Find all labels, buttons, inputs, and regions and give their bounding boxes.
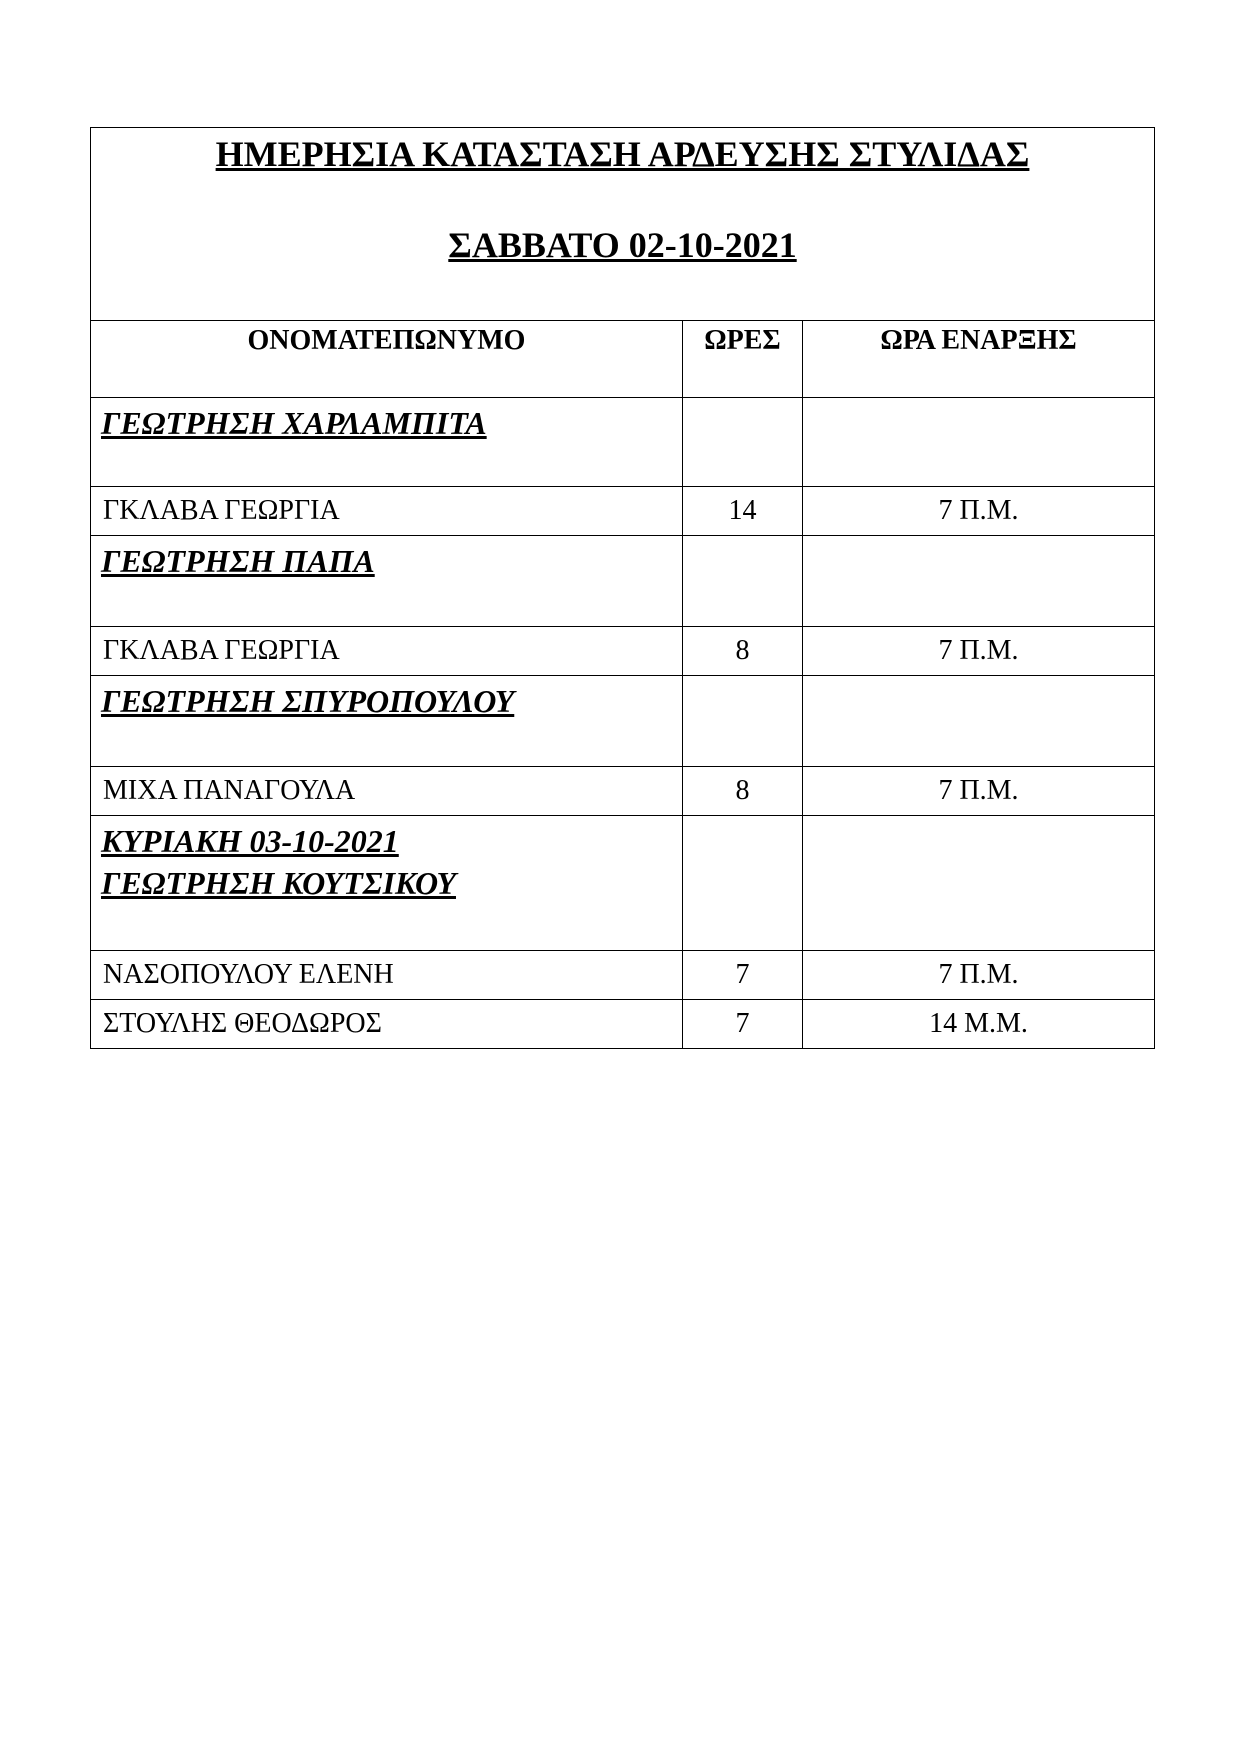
start-time-cell: 14 Μ.Μ. [803, 1000, 1155, 1049]
empty-hours-cell [683, 398, 803, 487]
empty-start-cell [803, 816, 1155, 951]
column-header-name: ΟΝΟΜΑΤΕΠΩΝΥΜΟ [91, 321, 683, 398]
title-cell [91, 128, 1155, 321]
person-name-cell: ΓΚΛΑΒΑ ΓΕΩΡΓΙΑ [91, 627, 683, 676]
empty-start-cell [803, 398, 1155, 487]
title-row [91, 128, 1155, 321]
borehole-group-line: ΚΥΡΙΑΚΗ 03-10-2021 [101, 823, 399, 859]
table-row [91, 1000, 1155, 1049]
borehole-group-label [91, 398, 683, 487]
borehole-group-row [91, 536, 1155, 627]
borehole-group-label [91, 676, 683, 767]
start-time-cell: 7 Π.Μ. [803, 627, 1155, 676]
borehole-group-row [91, 676, 1155, 767]
irrigation-schedule-table [90, 127, 1155, 1049]
table-row [91, 627, 1155, 676]
person-name-cell: ΜΙΧΑ ΠΑΝΑΓΟΥΛΑ [91, 767, 683, 816]
table-row [91, 487, 1155, 536]
empty-hours-cell [683, 676, 803, 767]
hours-cell: 8 [683, 767, 803, 816]
empty-hours-cell [683, 536, 803, 627]
borehole-group-label [91, 536, 683, 627]
hours-cell: 7 [683, 1000, 803, 1049]
start-time-cell: 7 Π.Μ. [803, 487, 1155, 536]
column-header-hours: ΩΡΕΣ [683, 321, 803, 398]
start-time-cell: 7 Π.Μ. [803, 767, 1155, 816]
hours-cell: 14 [683, 487, 803, 536]
empty-start-cell [803, 536, 1155, 627]
borehole-group-line: ΓΕΩΤΡΗΣΗ ΚΟΥΤΣΙΚΟΥ [101, 865, 456, 901]
table-row [91, 767, 1155, 816]
person-name-cell: ΣΤΟΥΛΗΣ ΘΕΟΔΩΡΟΣ [91, 1000, 683, 1049]
borehole-group-line: ΓΕΩΤΡΗΣΗ ΠΑΠΑ [101, 543, 375, 579]
borehole-group-line: ΓΕΩΤΡΗΣΗ ΧΑΡΛΑΜΠΙΤΑ [101, 405, 487, 441]
empty-hours-cell [683, 816, 803, 951]
table-row [91, 951, 1155, 1000]
document-date: ΣΑΒΒΑΤΟ 02-10-2021 [448, 225, 797, 265]
column-header-row [91, 321, 1155, 398]
hours-cell: 7 [683, 951, 803, 1000]
borehole-group-label [91, 816, 683, 951]
borehole-group-row [91, 398, 1155, 487]
document-title: ΗΜΕΡΗΣΙΑ ΚΑΤΑΣΤΑΣΗ ΑΡΔΕΥΣΗΣ ΣΤΥΛΙΔΑΣ [215, 134, 1030, 174]
start-time-cell: 7 Π.Μ. [803, 951, 1155, 1000]
borehole-group-line: ΓΕΩΤΡΗΣΗ ΣΠΥΡΟΠΟΥΛΟΥ [101, 683, 515, 719]
empty-start-cell [803, 676, 1155, 767]
person-name-cell: ΓΚΛΑΒΑ ΓΕΩΡΓΙΑ [91, 487, 683, 536]
borehole-group-row [91, 816, 1155, 951]
hours-cell: 8 [683, 627, 803, 676]
person-name-cell: ΝΑΣΟΠΟΥΛΟΥ ΕΛΕΝΗ [91, 951, 683, 1000]
column-header-start: ΩΡΑ ΕΝΑΡΞΗΣ [803, 321, 1155, 398]
